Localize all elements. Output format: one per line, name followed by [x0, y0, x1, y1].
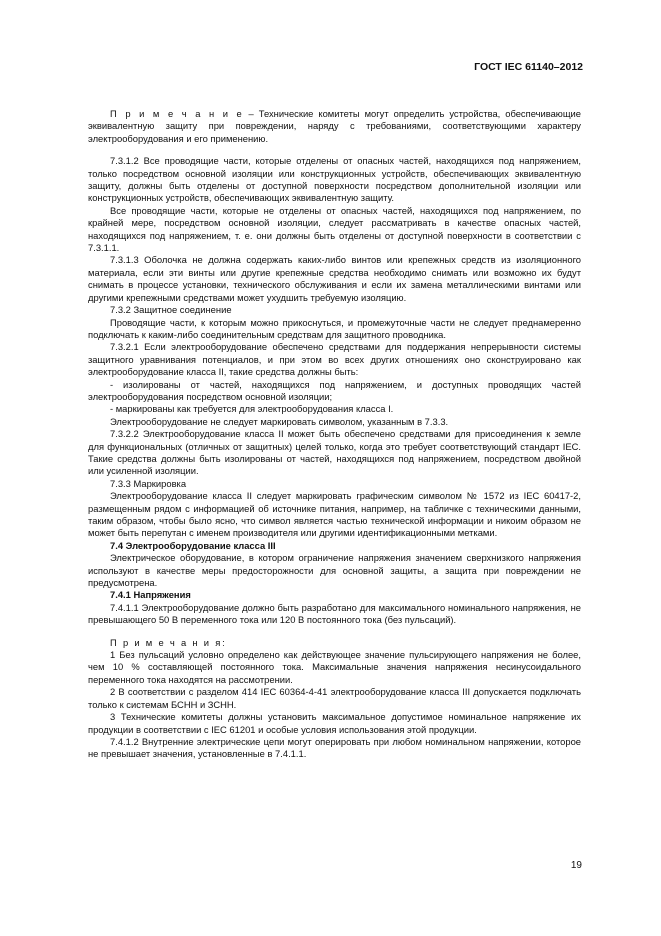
note-paragraph	[88, 108, 581, 145]
notes-heading: П р и м е ч а н и я:	[110, 636, 227, 648]
document-body	[88, 108, 581, 761]
paragraph: Проводящие части, к которым можно прикоснуться, и промежуточные части не следует преднамеренно подключать к каким-либо соединительным средствам для защитного проводника.	[88, 316, 581, 340]
paragraph-7-3-2-2: 7.3.2.2 Электрооборудование класса II может быть обеспечено средствами для присоединения к земле для функциональных (отличных от защитных) целей только, когда это требует соответствующий стандарт IEC. Такие средства должны быть изолированы от частей, находящихся под напряжением, посредством двойной или усиленной изоляции.	[88, 428, 581, 477]
note-item: 3 Технические комитеты должны установить максимальное допустимое номинальное напряжение их продукции в соответствии с IEC 61201 и особые условия использования этой продукции.	[88, 711, 581, 735]
section-heading-7-3-3: 7.3.3 Маркировка	[110, 477, 187, 489]
note-item: 2 В соответствии с разделом 414 IEC 60364-4-41 электрооборудование класса III допускается подключать только к системам БСНН и ЗСНН.	[88, 686, 581, 710]
paragraph-7-3-1-3: 7.3.1.3 Оболочка не должна содержать каких-либо винтов или крепежных средств из изоляционного материала, если эти винты или другие крепежные средства необходимо снимать или возможно их будут снимать в процессе установки, технического обслуживания и если их замена металлическими винтами или другими крепежными средствами может ухудшить требуемую изоляцию.	[88, 254, 581, 303]
page-number: 19	[570, 860, 582, 871]
paragraph-7-3-1-2: 7.3.1.2 Все проводящие части, которые отделены от опасных частей, находящихся под напряжением, только посредством основной изоляции или конструкционных устройств, обеспечивающих эквивалентную защиту, должны быть отделены от доступной поверхности посредством дополнительной изоляции или конструкционных устройств, обеспечивающих эквивалентную защиту.	[88, 155, 581, 204]
list-item: - маркированы как требуется для электрооборудования класса I.	[110, 403, 394, 415]
document-header: ГОСТ IEC 61140–2012	[474, 61, 583, 73]
paragraph: Электрическое оборудование, в котором ограничение напряжения значением сверхнизкого напряжения используют в качестве меры предосторожности для основной защиты, а защита при повреждении не предусмотрена.	[88, 552, 581, 589]
note-text: – Технические комитеты могут определить устройства, обеспечивающие эквивалентную защиту при повреждении, наряду с требованиями, соответствующими характеру электрооборудования и его применению.	[88, 108, 581, 144]
note-label: П р и м е ч а н и е	[110, 108, 244, 119]
paragraph: Электрооборудование не следует маркировать символом, указанным в 7.3.3.	[110, 415, 449, 427]
paragraph: Все проводящие части, которые не отделены от опасных частей, находящихся под напряжением, по крайней мере, посредством основной изоляции, следует рассматривать в качестве опасных частей, находящихся под напряжением, т. е. они должны быть отделены от доступной поверхности в соответствии с 7.3.1.1.	[88, 204, 581, 254]
paragraph-7-4-1-2: 7.4.1.2 Внутренние электрические цепи могут оперировать при любом номинальном напряжении, которое не превышает значения, установленные в 7.4.1.1.	[88, 735, 581, 760]
section-heading-7-4-1: 7.4.1 Напряжения	[110, 589, 191, 601]
list-item: - изолированы от частей, находящихся под напряжением, и доступных проводящих частей электрооборудования посредством основной изоляции;	[88, 378, 581, 402]
paragraph-7-3-2-1: 7.3.2.1 Если электрооборудование обеспечено средствами для поддержания непрерывности системы защитного уравнивания потенциалов, и при этом во всех других отношениях оно сконструировано как электрооборудование класса II, такие средства должны быть:	[88, 341, 581, 378]
section-heading-7-3-2: 7.3.2 Защитное соединение	[110, 304, 232, 316]
note-item: 1 Без пульсаций условно определено как действующее значение пульсирующего напряжения не более, чем 10 % составляющей постоянного тока. Максимальные значения напряжения несинусоидального переменного тока находятся на рассмотрении.	[88, 649, 581, 685]
paragraph: Электрооборудование класса II следует маркировать графическим символом № 1572 из IEC 60417-2, размещенным рядом с информацией об источнике питания, например, на табличке с техническими данными, таким образом, чтобы было ясно, что символ является частью технической информации и никоим образом не может быть перепутан с именем производителя или другими идентификационными метками.	[88, 490, 581, 539]
section-heading-7-4: 7.4 Электрооборудование класса III	[110, 539, 276, 551]
paragraph-7-4-1-1: 7.4.1.1 Электрооборудование должно быть разработано для максимального номинального напряжения, не превышающего 50 В переменного тока или 120 В постоянного тока (без пульсаций).	[88, 601, 581, 626]
